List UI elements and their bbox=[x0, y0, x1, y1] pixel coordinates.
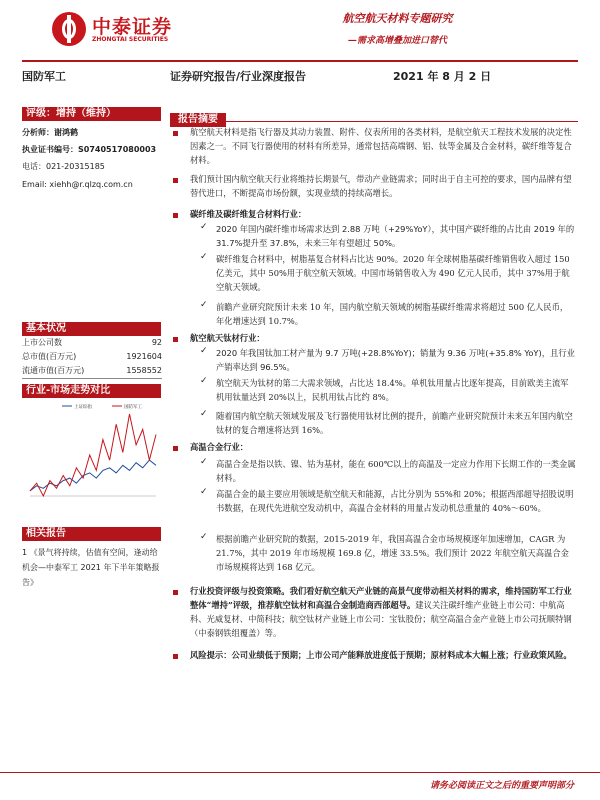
alloy-section-title: 高温合金行业： bbox=[190, 442, 249, 452]
investment-recommendation: 行业投资评级与投资策略。我们看好航空航天产业链的高景气度带动相关材料的需求，维持国防军工行业整体“增持”评级，推荐航空钛材和高温合金制造商西部超导。建议关注碳纤维产业链上市公司：中航高科、光威复材、中简科技；航空钛材产业链上市公司：宝钛股份；航空高温合金产业链上市公司抚顺特钢（中泰钢铁组覆盖）等。 bbox=[190, 586, 572, 638]
logo-mark-icon bbox=[52, 12, 86, 46]
related-reports-header: 相关报告 bbox=[22, 527, 161, 541]
carbon-point-3: 前瞻产业研究院预计未来 10 年，国内航空航天领域的树脂基碳纤维需求将超过 500 亿人民币，年化增速达到 10.7%。 bbox=[216, 302, 569, 326]
titanium-section-title: 航空航天钛材行业： bbox=[190, 333, 265, 343]
basic-info-header: 基本状况 bbox=[22, 322, 161, 336]
bullet-square bbox=[173, 654, 178, 659]
report-title: 航空航天材料专题研究 bbox=[342, 12, 453, 25]
titanium-point-3: 随着国内航空航天领域发展及飞行器使用钛材比例的提升，前瞻产业研究院预计未来五年国内航空钛材的复合增速将达到 16%。 bbox=[216, 411, 573, 435]
check-icon: ✓ bbox=[200, 409, 208, 419]
company-logo bbox=[52, 12, 172, 52]
disclaimer-note[interactable]: 请务必阅读正文之后的重要声明部分 bbox=[430, 781, 575, 791]
report-subtitle: —需求高增叠加进口替代 bbox=[347, 36, 447, 46]
alloy-point-3: 根据前瞻产业研究院的数据，2015-2019 年，我国高温合金市场规模逐年加速增加，CAGR 为 21.7%，其中 2019 年市场规模 169.8 亿，增速 33.5%。我们预计 2022 年航空航天高温合金市场规模将达到 168 亿元。 bbox=[216, 534, 569, 572]
related-report-item[interactable]: 1 《景气将持续，估值有空间，逢动给机会—中泰军工 2021 年下半年策略报告》 bbox=[22, 548, 160, 587]
bullet-square bbox=[173, 213, 178, 218]
titanium-point-1: 2020 年我国钛加工材产量为 9.7 万吨(+28.8%YoY)；销量为 9.36 万吨(+35.8% YoY)，且行业产销率达到 96.5%。 bbox=[216, 348, 575, 372]
footer-divider bbox=[0, 772, 600, 773]
series-line bbox=[30, 414, 156, 496]
outlook-paragraph: 我们预计国内航空航天行业将维持长期景气，带动产业链需求；同时出于自主可控的要求，国内品牌有望替代进口，不断提高市场份额，实现业绩的持续高增长。 bbox=[190, 174, 572, 198]
check-icon: ✓ bbox=[200, 376, 208, 386]
basic-row-float-cap: 流通市值(百万元) 1558552 bbox=[22, 366, 162, 375]
intro-paragraph: 航空航天材料是指飞行器及其动力装置、附件、仪表所用的各类材料，是航空航天工程技术发展的决定性因素之一。不同飞行器使用的材料有所差异，通常包括高端钢、铝、钛等金属及合金材料，碳纤维等复合材料。 bbox=[190, 127, 572, 165]
industry-label: 国防军工 bbox=[22, 70, 66, 83]
check-icon: ✓ bbox=[200, 346, 208, 356]
analyst-email: Email: xiehh@r.qlzq.com.cn bbox=[22, 180, 133, 189]
risk-warning: 风险提示：公司业绩低于预期；上市公司产能释放进度低于预期；原材料成本大幅上涨；行业政策风险。 bbox=[190, 650, 572, 660]
check-icon: ✓ bbox=[200, 532, 208, 542]
check-icon: ✓ bbox=[200, 300, 208, 310]
trend-chart-header: 行业-市场走势对比 bbox=[22, 384, 161, 398]
summary-header: 报告摘要 bbox=[170, 107, 578, 122]
bullet-square bbox=[173, 590, 178, 595]
basic-divider bbox=[22, 378, 162, 379]
check-icon: ✓ bbox=[200, 487, 208, 497]
bullet-square bbox=[173, 131, 178, 136]
cert-number: S0740517080003 bbox=[78, 145, 157, 154]
analyst-name: 分析师：谢鸿鹤 bbox=[22, 128, 78, 137]
check-icon: ✓ bbox=[200, 252, 208, 262]
alloy-point-2: 高温合金的最主要应用领域是航空航天和能源，占比分别为 55%和 20%；根据西部超导招股说明书数据，在现代先进航空发动机中，高温合金材料的用量占发动机总重量的 40%～60%。 bbox=[216, 489, 574, 513]
bullet-square bbox=[173, 337, 178, 342]
bullet-square bbox=[173, 178, 178, 183]
header-divider bbox=[22, 60, 578, 62]
check-icon: ✓ bbox=[200, 222, 208, 232]
series-line bbox=[30, 460, 156, 491]
alloy-point-1: 高温合金是指以铁、镍、钴为基材，能在 600℃以上的高温及一定应力作用下长期工作的一类金属材料。 bbox=[216, 459, 576, 483]
legend-label: 国防军工 bbox=[124, 404, 142, 409]
carbon-section-title: 碳纤维及碳纤维复合材料行业： bbox=[190, 209, 307, 219]
carbon-point-1: 2020 年国内碳纤维市场需求达到 2.88 万吨（+29%YoY），其中国产碳纤维的占比由 2019 年的 31.7%提升至 37.8%，未来三年有望超过 50%。 bbox=[216, 224, 575, 248]
trend-chart-svg bbox=[22, 400, 162, 510]
basic-row-companies: 上市公司数 92 bbox=[22, 338, 162, 347]
logo-text-en: ZHONGTAI SECURITIES bbox=[92, 36, 169, 43]
report-type: 证券研究报告/行业深度报告 bbox=[170, 70, 307, 83]
basic-row-market-cap: 总市值(百万元) 1921604 bbox=[22, 352, 162, 361]
report-date: 2021 年 8 月 2 日 bbox=[393, 70, 492, 83]
trend-chart bbox=[22, 400, 162, 510]
bullet-square bbox=[173, 446, 178, 451]
check-icon: ✓ bbox=[200, 457, 208, 467]
logo-text-cn: 中泰证券 bbox=[92, 16, 173, 38]
carbon-point-2: 碳纤维复合材料中，树脂基复合材料占比达 90%。2020 年全球树脂基碳纤维销售收入超过 150 亿美元，其中 50%用于航空航天领域。中国市场销售收入为 490 亿元人民币，其中 37%用于航空航天领域。 bbox=[216, 254, 570, 292]
analyst-phone: 电话：021-20315185 bbox=[22, 162, 105, 171]
cert-label: 执业证书编号：S0740517080003 bbox=[22, 145, 157, 154]
legend-label: 上证综指 bbox=[74, 404, 92, 409]
titanium-point-2: 航空航天为钛材的第二大需求领域，占比达 18.4%。单机钛用量占比逐年提高，目前欧美主流军机用钛量达到 20%以上，民机用钛占比约 8%。 bbox=[216, 378, 569, 402]
rating-badge: 评级：增持（维持） bbox=[22, 107, 161, 121]
